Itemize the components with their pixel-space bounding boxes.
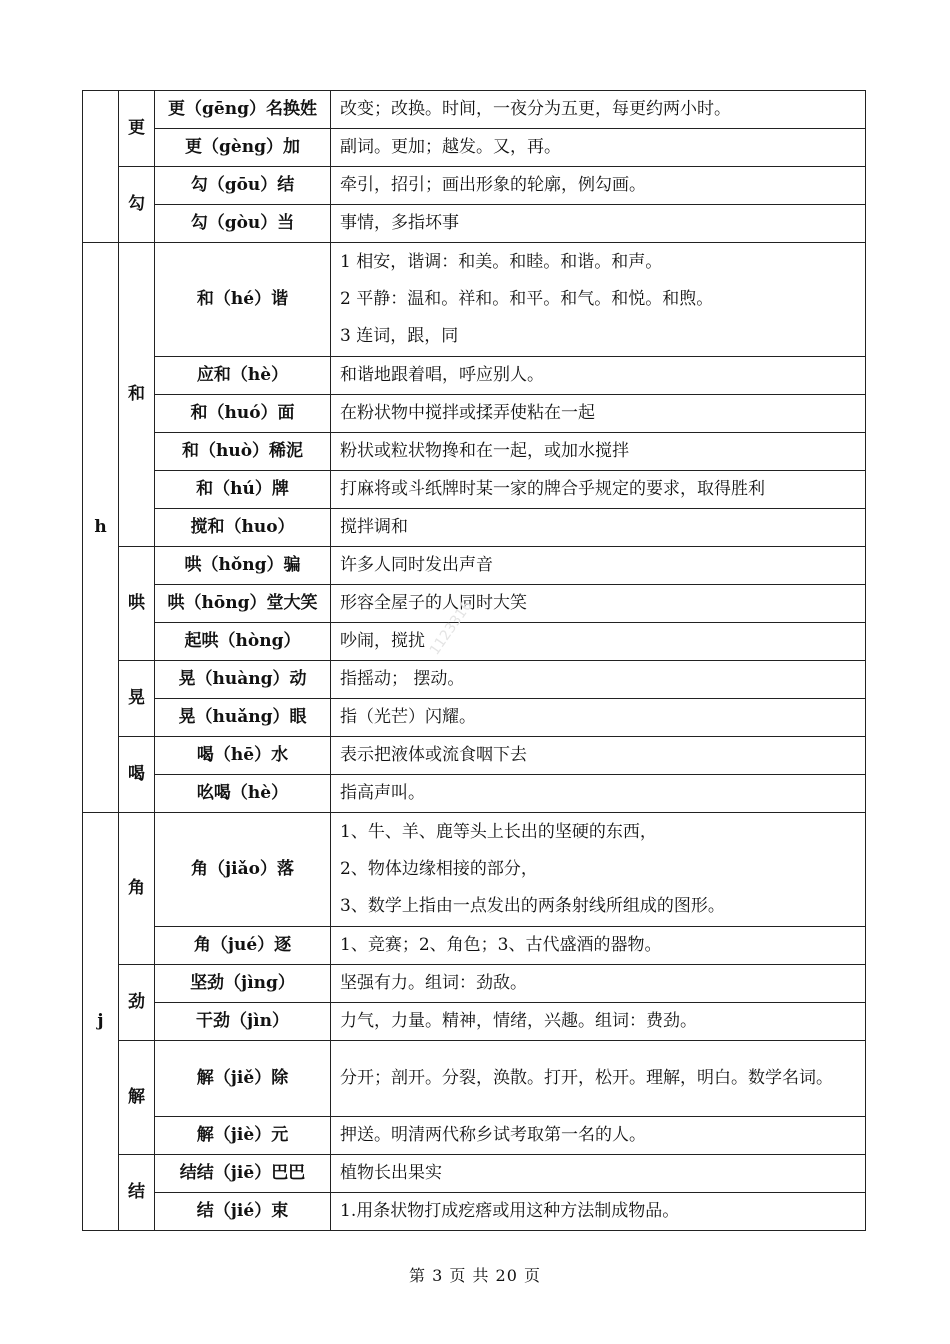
page-footer: 第 3 页 共 20 页: [409, 1266, 541, 1285]
section-letter: j: [83, 813, 119, 1231]
definition-line: 1 相安，谐调：和美。和睦。和谐。和声。: [340, 252, 663, 272]
table-row: [83, 129, 866, 167]
definition-cell: [331, 775, 866, 813]
table-row: [83, 433, 866, 471]
word-cell: 和（huó）面: [155, 395, 331, 433]
definition-cell: [331, 433, 866, 471]
word-cell: 角（jiǎo）落: [155, 813, 331, 927]
definition-cell: [331, 1193, 866, 1231]
word-cell: 勾（gòu）当: [155, 205, 331, 243]
definition-line: 坚强有力。组词：劲敌。: [340, 973, 527, 993]
definition-line: 打麻将或斗纸牌时某一家的牌合乎规定的要求，取得胜利: [340, 479, 765, 499]
definition-line: 指高声叫。: [340, 783, 425, 803]
definition-cell: [331, 813, 866, 927]
table-row: [83, 547, 866, 585]
table-row: [83, 813, 866, 927]
definition-line: 许多人同时发出声音: [340, 555, 493, 575]
definition-cell: [331, 623, 866, 661]
definition-line: 事情，多指坏事: [340, 213, 459, 233]
word-cell: 和（hé）谐: [155, 243, 331, 357]
definition-line: 和谐地跟着唱，呼应别人。: [340, 365, 544, 385]
table-row: [83, 775, 866, 813]
word-cell: 勾（gōu）结: [155, 167, 331, 205]
word-cell: 更（gèng）加: [155, 129, 331, 167]
character-cell: 和: [119, 243, 155, 547]
character-cell: 解: [119, 1041, 155, 1155]
word-cell: 起哄（hòng）: [155, 623, 331, 661]
table-row: [83, 91, 866, 129]
definition-cell: [331, 471, 866, 509]
definition-line: 3、数学上指由一点发出的两条射线所组成的图形。: [340, 896, 725, 916]
definition-cell: [331, 661, 866, 699]
definition-cell: [331, 129, 866, 167]
table-row: [83, 167, 866, 205]
table-row: [83, 205, 866, 243]
watermark: 1123316: [426, 597, 476, 659]
word-cell: 喝（hē）水: [155, 737, 331, 775]
definition-cell: [331, 357, 866, 395]
character-cell: 角: [119, 813, 155, 965]
definition-line: 2 平静：温和。祥和。和平。和气。和悦。和煦。: [340, 289, 714, 309]
table-row: [83, 699, 866, 737]
table-row: [83, 623, 866, 661]
definition-cell: [331, 91, 866, 129]
word-cell: 晃（huàng）动: [155, 661, 331, 699]
table-row: [83, 927, 866, 965]
word-cell: 和（hú）牌: [155, 471, 331, 509]
definition-cell: [331, 167, 866, 205]
word-cell: 吆喝（hè）: [155, 775, 331, 813]
table-row: [83, 1041, 866, 1117]
table-row: [83, 965, 866, 1003]
definition-line: 牵引，招引；画出形象的轮廓，例勾画。: [340, 175, 646, 195]
table-body: [83, 91, 866, 1231]
definition-cell: [331, 1003, 866, 1041]
word-cell: 干劲（jìn）: [155, 1003, 331, 1041]
character-cell: 劲: [119, 965, 155, 1041]
definition-cell: [331, 547, 866, 585]
definition-line: 形容全屋子的人同时大笑: [340, 593, 527, 613]
definition-cell: [331, 395, 866, 433]
definition-line: 押送。明清两代称乡试考取第一名的人。: [340, 1125, 646, 1145]
definition-line: 副词。更加；越发。又，再。: [340, 137, 561, 157]
definition-cell: [331, 585, 866, 623]
definition-line: 1.用条状物打成疙瘩或用这种方法制成物品。: [340, 1201, 680, 1221]
polyphone-table: [82, 90, 866, 1231]
table-row: [83, 1003, 866, 1041]
word-cell: 搅和（huo）: [155, 509, 331, 547]
definition-cell: [331, 1041, 866, 1117]
table-row: [83, 243, 866, 357]
definition-line: 改变；改换。时间，一夜分为五更，每更约两小时。: [340, 99, 731, 119]
definition-cell: [331, 965, 866, 1003]
table-row: [83, 1155, 866, 1193]
definition-line: 3 连词，跟，同: [340, 326, 459, 346]
table-row: [83, 1193, 866, 1231]
word-cell: 角（jué）逐: [155, 927, 331, 965]
word-cell: 哄（hǒng）骗: [155, 547, 331, 585]
section-letter: h: [83, 243, 119, 813]
word-cell: 和（huò）稀泥: [155, 433, 331, 471]
word-cell: 更（gēng）名换姓: [155, 91, 331, 129]
definition-line: 在粉状物中搅拌或揉弄使粘在一起: [340, 403, 595, 423]
definition-cell: [331, 699, 866, 737]
section-letter: [83, 91, 119, 243]
word-cell: 解（jiè）元: [155, 1117, 331, 1155]
definition-line: 2、物体边缘相接的部分，: [340, 859, 538, 879]
table-row: [83, 661, 866, 699]
definition-cell: [331, 509, 866, 547]
table-row: [83, 1117, 866, 1155]
table-row: [83, 509, 866, 547]
definition-line: 分开；剖开。分裂，涣散。打开，松开。理解，明白。数学名词。: [340, 1068, 833, 1088]
word-cell: 坚劲（jìng）: [155, 965, 331, 1003]
word-cell: 晃（huǎng）眼: [155, 699, 331, 737]
character-cell: 晃: [119, 661, 155, 737]
definition-cell: [331, 1155, 866, 1193]
definition-line: 力气，力量。精神，情绪，兴趣。组词：费劲。: [340, 1011, 697, 1031]
definition-line: 指摇动； 摆动。: [340, 669, 465, 689]
character-cell: 哄: [119, 547, 155, 661]
definition-line: 1、竞赛；2、角色；3、古代盛酒的器物。: [340, 935, 662, 955]
definition-cell: [331, 927, 866, 965]
definition-line: 1、牛、羊、鹿等头上长出的坚硬的东西，: [340, 822, 657, 842]
word-cell: 应和（hè）: [155, 357, 331, 395]
table-row: [83, 737, 866, 775]
definition-line: 粉状或粒状物搀和在一起，或加水搅拌: [340, 441, 629, 461]
definition-cell: [331, 205, 866, 243]
table-row: [83, 357, 866, 395]
word-cell: 哄（hōng）堂大笑: [155, 585, 331, 623]
definition-line: 表示把液体或流食咽下去: [340, 745, 527, 765]
definition-cell: [331, 243, 866, 357]
character-cell: 勾: [119, 167, 155, 243]
character-cell: 喝: [119, 737, 155, 813]
table-row: [83, 471, 866, 509]
table-row: [83, 395, 866, 433]
definition-line: 指（光芒）闪耀。: [340, 707, 476, 727]
character-cell: 结: [119, 1155, 155, 1231]
definition-cell: [331, 737, 866, 775]
word-cell: 结（jié）束: [155, 1193, 331, 1231]
word-cell: 解（jiě）除: [155, 1041, 331, 1117]
definition-line: 搅拌调和: [340, 517, 408, 537]
definition-line: 吵闹，搅扰: [340, 631, 425, 651]
character-cell: 更: [119, 91, 155, 167]
word-cell: 结结（jiē）巴巴: [155, 1155, 331, 1193]
table-row: [83, 585, 866, 623]
definition-cell: [331, 1117, 866, 1155]
definition-line: 植物长出果实: [340, 1163, 442, 1183]
